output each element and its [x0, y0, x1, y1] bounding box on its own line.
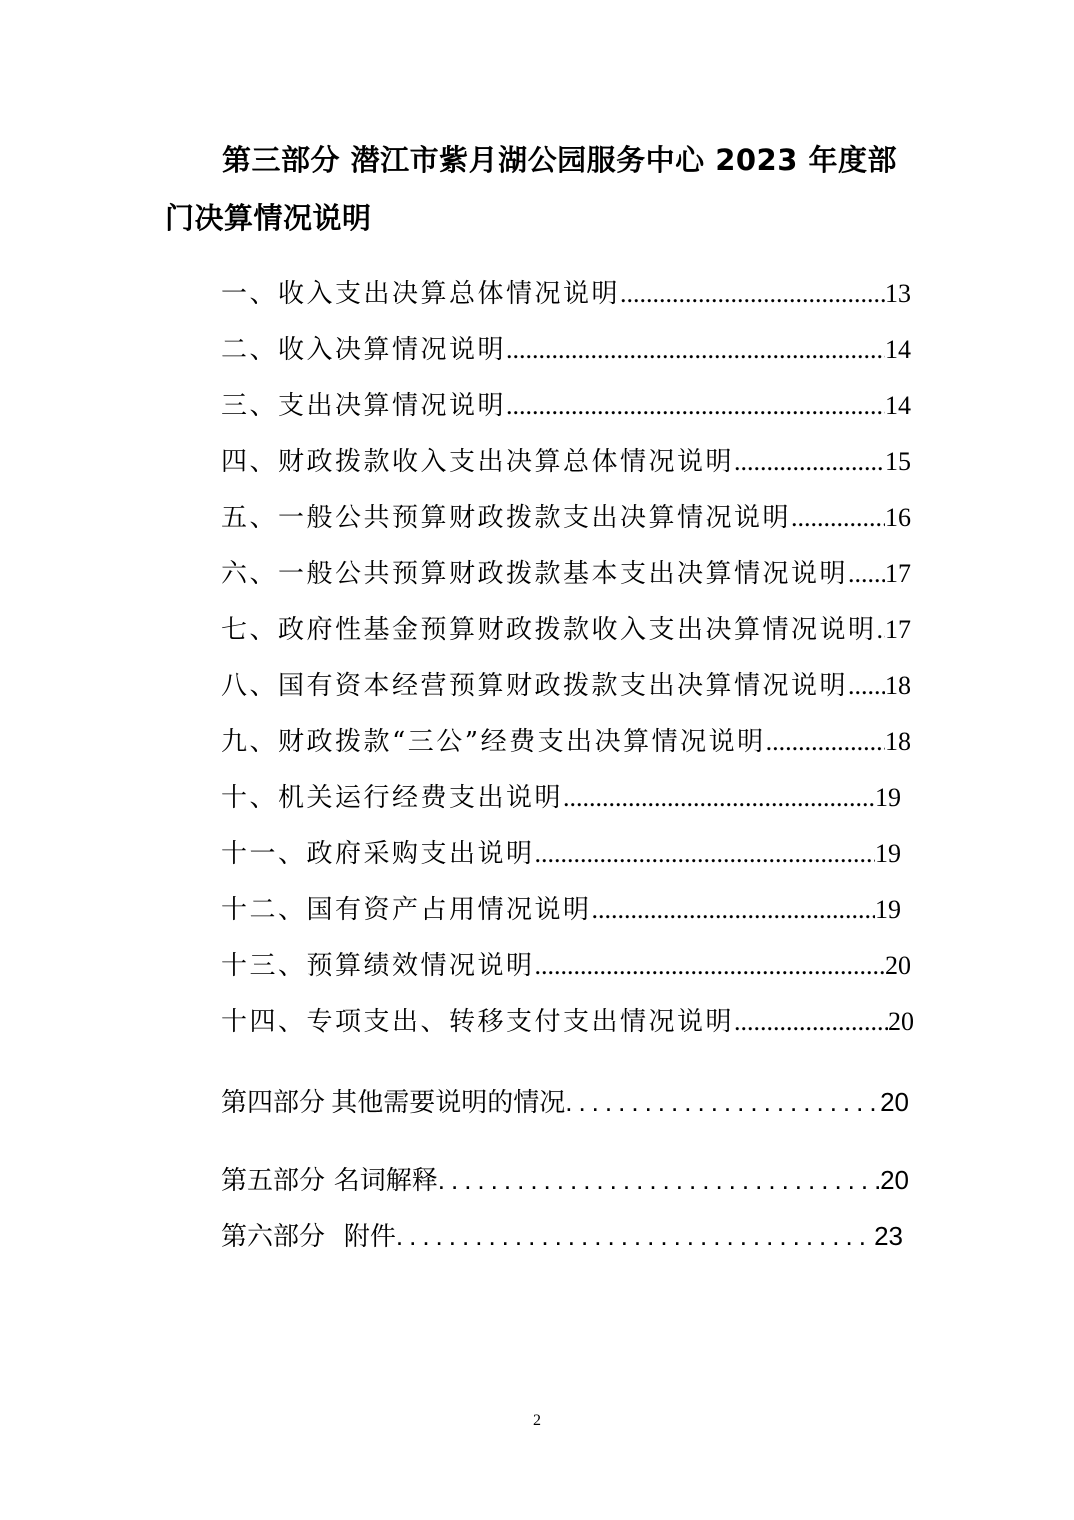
toc-row[interactable] — [221, 946, 911, 986]
toc-page-number: 15 — [885, 447, 911, 476]
toc-leader — [791, 498, 885, 538]
toc-row[interactable] — [221, 610, 911, 650]
toc-label: 四、财政拨款收入支出决算总体情况说明 — [221, 447, 735, 477]
toc-leader — [506, 330, 885, 370]
toc-page-number: 19 — [875, 895, 901, 924]
toc-part-prefix: 第四部分 — [221, 1088, 326, 1118]
toc-leader — [734, 442, 885, 482]
toc-label: 一、收入支出决算总体情况说明 — [221, 279, 621, 309]
toc-label: 十二、国有资产占用情况说明 — [221, 895, 592, 925]
toc-leader — [438, 1160, 880, 1200]
toc-row[interactable] — [221, 386, 911, 426]
toc-leader — [535, 946, 885, 986]
toc-leader — [766, 722, 885, 762]
toc-row[interactable] — [221, 554, 911, 594]
toc-leader — [396, 1216, 874, 1256]
toc-part-row[interactable] — [221, 1160, 909, 1200]
toc-page-number: 20 — [880, 1087, 909, 1117]
toc-label: 七、政府性基金预算财政拨款收入支出决算情况说明 — [221, 615, 877, 645]
page-number: 2 — [533, 1412, 541, 1429]
toc-part-title: 其他需要说明的情况 — [331, 1088, 566, 1118]
section-heading: 第三部分 潜江市紫月湖公园服务中心 2023 年度部门决算情况说明 — [165, 143, 898, 235]
toc-label: 十三、预算绩效情况说明 — [221, 951, 535, 981]
toc-row[interactable] — [221, 722, 911, 762]
toc-page-number: 17 — [885, 559, 911, 588]
toc-label: 十、机关运行经费支出说明 — [221, 783, 564, 813]
toc-leader — [506, 386, 885, 426]
toc-leader — [734, 1002, 888, 1042]
toc-row[interactable] — [221, 330, 911, 370]
toc-page-number: 19 — [875, 839, 901, 868]
toc-part-row[interactable] — [221, 1082, 909, 1122]
toc-label: 六、一般公共预算财政拨款基本支出决算情况说明 — [221, 559, 849, 589]
toc-page-number: 17 — [885, 615, 911, 644]
toc-label: 九、财政拨款“三公”经费支出决算情况说明 — [221, 727, 766, 757]
toc-page-number: 20 — [880, 1165, 909, 1195]
toc-row[interactable] — [221, 274, 911, 314]
toc-label: 三、支出决算情况说明 — [221, 391, 507, 421]
toc-page-number: 14 — [885, 391, 911, 420]
toc-row[interactable] — [221, 666, 911, 706]
toc-page-number: 20 — [885, 951, 911, 980]
toc-row[interactable] — [221, 890, 901, 930]
toc-row[interactable] — [221, 442, 911, 482]
toc-leader — [592, 890, 875, 930]
toc-part-prefix: 第六部分 — [221, 1222, 326, 1252]
toc-row[interactable] — [221, 834, 901, 874]
toc-row[interactable] — [221, 498, 911, 538]
toc-page-number: 20 — [888, 1007, 914, 1036]
toc-page-number: 18 — [885, 671, 911, 700]
toc-leader — [565, 1082, 880, 1122]
toc-leader — [848, 554, 885, 594]
toc-part-title: 名词解释 — [333, 1166, 438, 1196]
toc-label: 十一、政府采购支出说明 — [221, 839, 535, 869]
toc-page-number: 14 — [885, 335, 911, 364]
toc-label: 十四、专项支出、转移支付支出情况说明 — [221, 1007, 735, 1037]
toc-row[interactable] — [221, 1002, 914, 1042]
toc-part-row[interactable] — [221, 1216, 903, 1256]
toc-leader — [563, 778, 875, 818]
toc-page-number: 23 — [874, 1221, 903, 1251]
toc-leader — [535, 834, 875, 874]
toc-page-number: 16 — [885, 503, 911, 532]
toc-part-prefix: 第五部分 — [221, 1166, 326, 1196]
toc-part-title: 附件 — [343, 1222, 396, 1252]
toc-label: 二、收入决算情况说明 — [221, 335, 507, 365]
toc-label: 八、国有资本经营预算财政拨款支出决算情况说明 — [221, 671, 849, 701]
toc-leader — [877, 610, 885, 650]
toc-row[interactable] — [221, 778, 901, 818]
toc-leader — [848, 666, 885, 706]
toc-page-number: 13 — [885, 279, 911, 308]
toc-page-number: 19 — [875, 783, 901, 812]
toc-label: 五、一般公共预算财政拨款支出决算情况说明 — [221, 503, 792, 533]
toc-page-number: 18 — [885, 727, 911, 756]
toc-leader — [620, 274, 885, 314]
